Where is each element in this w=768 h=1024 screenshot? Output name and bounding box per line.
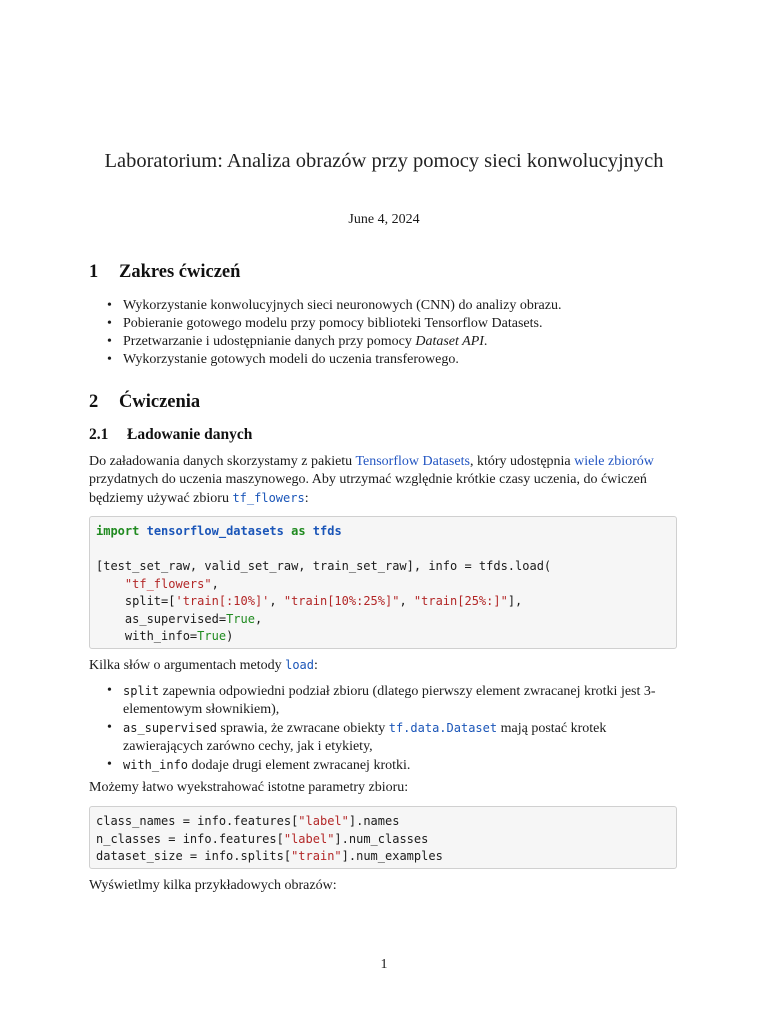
list-item: • Pobieranie gotowego modelu przy pomocy biblioteki Tensorflow Datasets. (89, 315, 689, 333)
list-item: • Wykorzystanie konwolucyjnych sieci neuronowych (CNN) do analizy obrazu. (89, 297, 689, 315)
code-text: ], (507, 594, 523, 608)
arg-code: split (123, 684, 160, 698)
arg-text: mają postać krotek zawierających zarówno cechy, jak i etykiety, (123, 721, 607, 754)
arg-code: with_info (123, 758, 189, 772)
dataset-api-emphasis: Dataset API (415, 334, 484, 349)
code-text: with_info= (124, 629, 198, 643)
code-text: ].names (348, 814, 400, 828)
extract-paragraph: Możemy łatwo wyekstrahować istotne parametry zbioru: (89, 780, 409, 795)
code-string: "label" (298, 814, 349, 828)
section-number: 2 (89, 392, 99, 412)
section-title: Zakres ćwiczeń (119, 262, 241, 282)
args-list (89, 682, 679, 775)
code-text: as_supervised= (124, 611, 227, 626)
document-date: June 4, 2024 (348, 212, 420, 227)
arg-text: dodaje drugi element zwracanej krotki. (188, 758, 411, 773)
page-number: 1 (380, 957, 388, 972)
code-bool: True (197, 629, 227, 643)
text: : (304, 491, 309, 506)
code-text: class_names = info.features[ (96, 814, 299, 828)
arg-code: as_supervised (123, 721, 217, 735)
arg-text: sprawia, że zwracane obiekty (216, 721, 389, 736)
scope-list (89, 297, 689, 369)
subsection-number: 2.1 (89, 426, 109, 443)
intro-paragraph (89, 453, 679, 508)
code-string: "train" (291, 849, 342, 863)
code-block-load: import tensorflow_datasets as tfds [test_set_raw, valid_set_raw, train_set_raw], info = tfds.load( "tf_flowers", split=['train[:10%]', "train[10%:25%]", "train[25%:]"], as_supervised=True, with_info=True) (89, 516, 677, 649)
tf-flowers-code: tf_flowers (232, 491, 305, 505)
list-item: • Wykorzystanie gotowych modeli do uczenia transferowego. (89, 351, 689, 369)
code-block-params (89, 806, 677, 869)
list-item-end: . (483, 334, 488, 349)
section-1-heading (89, 262, 240, 283)
text: Do załadowania danych skorzystamy z pakietu (89, 454, 356, 469)
code-keyword: import (96, 524, 140, 538)
code-text: dataset_size = info.splits[ (96, 849, 292, 863)
code-line: [test_set_raw, valid_set_raw, train_set_raw], info = tfds.load( (96, 559, 552, 573)
wiele-zbiorow-link[interactable]: wiele zbiorów (574, 454, 654, 469)
code-module: tensorflow_datasets (146, 524, 284, 538)
arg-text: zapewnia odpowiedni podział zbioru (dlatego pierwszy element zwracanej krotki jest 3-elementowym słownikiem), (123, 684, 656, 717)
text: Kilka słów o argumentach metody (89, 658, 286, 673)
code-string: "label" (283, 831, 335, 846)
display-paragraph: Wyświetlmy kilka przykładowych obrazów: (89, 878, 337, 893)
text: , który udostępnia (469, 454, 575, 469)
code-string: 'train[:10%]' (175, 594, 270, 608)
list-item (89, 333, 689, 351)
section-title: Ćwiczenia (119, 392, 201, 412)
list-item-text: Przetwarzanie i udostępnianie danych przy pomocy (123, 334, 416, 349)
subsection-2-1-heading (89, 426, 252, 444)
args-intro (89, 656, 679, 675)
code-bool: True (226, 611, 255, 626)
code-text: split=[ (124, 594, 176, 608)
code-string: "tf_flowers" (124, 576, 212, 591)
document-title: Laboratorium: Analiza obrazów przy pomocy sieci konwolucyjnych (104, 150, 664, 172)
code-text: ].num_examples (341, 849, 443, 863)
text: : (314, 658, 318, 673)
code-text: n_classes = info.features[ (96, 831, 284, 846)
code-string: "train[10%:25%]" (283, 594, 400, 608)
list-item (89, 719, 679, 756)
subsection-title: Ładowanie danych (127, 426, 253, 443)
tensorflow-datasets-link[interactable]: Tensorflow Datasets (355, 454, 470, 469)
code-text: ].num_classes (334, 831, 429, 846)
code-keyword: as (291, 524, 306, 538)
tf-data-dataset-code: tf.data.Dataset (388, 721, 498, 735)
list-item (89, 682, 679, 719)
load-code: load (285, 658, 314, 672)
text: przydatnych do uczenia maszynowego. Aby utrzymać względnie krótkie czasy uczenia, do ćwiczeń będziemy używać zbioru (89, 472, 647, 506)
code-module: tfds (312, 524, 342, 538)
list-item (89, 756, 679, 775)
section-number: 1 (89, 262, 99, 282)
section-2-heading (89, 392, 200, 413)
code-string: "train[25%:]" (413, 594, 508, 608)
